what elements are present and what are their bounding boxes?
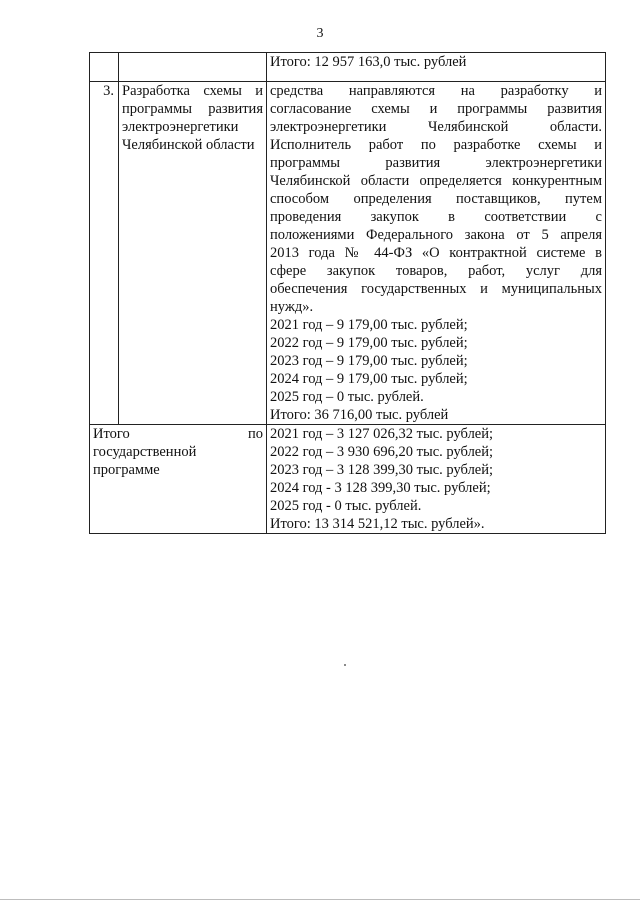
table-row-carryover	[90, 53, 606, 82]
cell-num-empty	[90, 53, 119, 82]
year-amount-line: 2025 год – 0 тыс. рублей.	[270, 389, 424, 405]
description-line: Челябинской области определяется конкурентным	[270, 173, 602, 189]
year-amount-line: 2023 год – 3 128 399,30 тыс. рублей;	[270, 462, 494, 478]
page-number: 3	[316, 26, 324, 41]
program-total-label-cell	[90, 425, 267, 534]
description-line: согласование схемы и программы развития	[270, 101, 602, 117]
description-line: 2013 года № 44-ФЗ «О контрактной системе в	[270, 245, 602, 261]
row-number: 3.	[90, 82, 119, 425]
description-line: нужд».	[270, 299, 314, 315]
measure-total-line: Итого: 36 716,00 тыс. рублей	[270, 407, 449, 423]
description-line: сфере закупок товаров, работ, услуг для	[270, 263, 602, 279]
year-amount-line: 2022 год – 9 179,00 тыс. рублей;	[270, 335, 468, 351]
measure-name-line: Челябинской области	[122, 137, 255, 153]
page-bottom-rule	[0, 899, 640, 900]
year-amount-line: 2025 год - 0 тыс. рублей.	[270, 498, 422, 514]
measure-description-cell	[267, 82, 606, 425]
year-amount-line: 2024 год – 9 179,00 тыс. рублей;	[270, 371, 468, 387]
description-line: программы развития электроэнергетики	[270, 155, 602, 171]
year-amount-line: 2021 год – 3 127 026,32 тыс. рублей;	[270, 426, 494, 442]
measure-name-line: программы развития	[122, 101, 263, 117]
table-row-program-total	[90, 425, 606, 534]
cell-total-carryover: Итого: 12 957 163,0 тыс. рублей	[267, 53, 606, 82]
description-line: средства направляются на разработку и	[270, 83, 602, 99]
description-line: способом определения поставщиков, путем	[270, 191, 602, 207]
financing-table	[89, 52, 606, 534]
measure-name-line: Разработка схемы и	[122, 83, 263, 99]
scan-speck	[344, 664, 346, 666]
description-line: положениями Федерального закона от 5 апреля	[270, 227, 602, 243]
year-amount-line: 2024 год - 3 128 399,30 тыс. рублей;	[270, 480, 491, 496]
description-line: Исполнитель работ по разработке схемы и	[270, 137, 602, 153]
table-row-3	[90, 82, 606, 425]
year-amount-line: 2023 год – 9 179,00 тыс. рублей;	[270, 353, 468, 369]
year-amount-line: 2021 год – 9 179,00 тыс. рублей;	[270, 317, 468, 333]
description-line: проведения закупок в соответствии с	[270, 209, 602, 225]
program-total-label-first-line	[93, 425, 263, 443]
program-total-label-right: по	[247, 426, 263, 442]
program-total-label-line: программе	[93, 462, 160, 478]
description-line: обеспечения государственных и муниципальных	[270, 281, 602, 297]
description-line: электроэнергетики Челябинской области.	[270, 119, 602, 135]
measure-name-cell	[119, 82, 267, 425]
program-total-label-line: государственной	[93, 444, 197, 460]
program-total-amounts-cell	[267, 425, 606, 534]
program-total-label-left: Итого	[93, 426, 130, 442]
year-amount-line: 2022 год – 3 930 696,20 тыс. рублей;	[270, 444, 494, 460]
program-total-line: Итого: 13 314 521,12 тыс. рублей».	[270, 516, 485, 532]
cell-name-empty	[119, 53, 267, 82]
measure-name-line: электроэнергетики	[122, 119, 239, 135]
